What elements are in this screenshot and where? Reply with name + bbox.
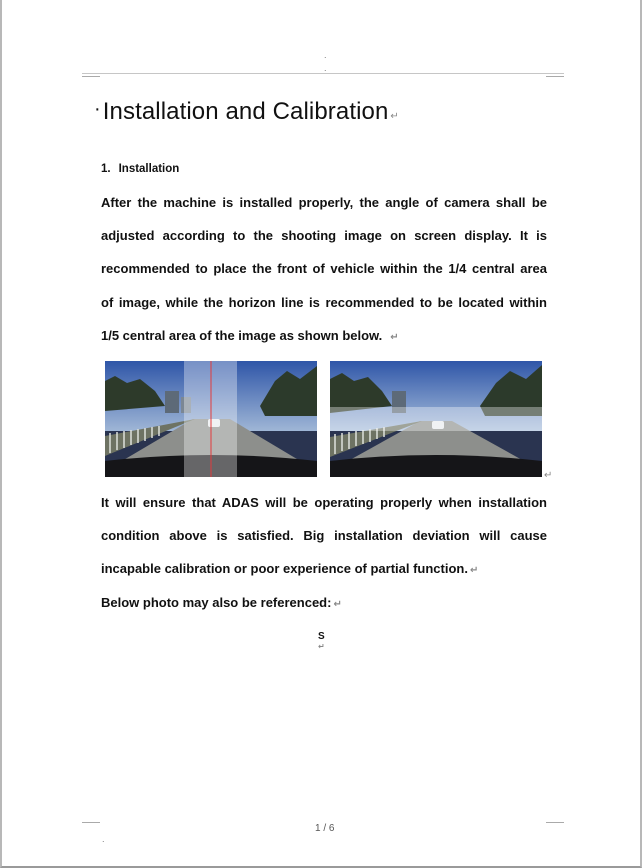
header-margin-left [82,76,100,77]
paragraph-ensure-adas [101,486,547,588]
footer-margin-left [82,822,100,823]
paragraph-mark-icon: ↵ [544,470,553,481]
paragraph-line: After the machine is installed properly, the angle of camera shall be [101,195,547,210]
page-number: 1 / 6 [315,823,335,834]
paragraph-line: Below photo may also be referenced: ↵ [101,595,342,610]
paragraph-line: adjusted according to the shooting image on screen display. It is [101,228,547,244]
paragraph-line: It will ensure that ADAS will be operating properly when installation [101,495,547,510]
paragraph-mark-icon: ↵ [390,111,399,122]
header-paragraph-mark-2: . [324,63,327,73]
footer-corner-mark: . [102,834,105,844]
paragraph-line: recommended to place the front of vehicle within the 1/4 central area [101,261,547,277]
title-bullet: · [94,98,101,120]
paragraph-mark-icon: ↵ [333,599,342,610]
camera-view-vertical-guide [105,361,317,477]
header-paragraph-mark: . [324,50,327,60]
stray-character: S ↵ [318,631,325,651]
paragraph-line: of image, while the horizon line is recommended to be located within [101,294,547,310]
camera-view-horizontal-guide [330,361,542,477]
footer-margin-right [546,822,564,823]
paragraph-line: incapable calibration or poor experience of partial function. ↵ [101,561,479,577]
paragraph-installation [101,186,547,354]
paragraph-mark-icon: ↵ [469,565,479,577]
paragraph-line: condition above is satisfied. Big installation deviation will cause [101,528,547,544]
document-title: ·Installation and Calibration ↵ [94,98,399,125]
paragraph-mark-icon: ↵ [390,331,399,343]
paragraph-line: 1/5 central area of the image as shown below. ↵ [101,327,399,343]
header-rule [82,73,564,74]
section-heading: 1. Installation [101,163,180,175]
header-margin-right [546,76,564,77]
paragraph-reference [101,586,547,621]
